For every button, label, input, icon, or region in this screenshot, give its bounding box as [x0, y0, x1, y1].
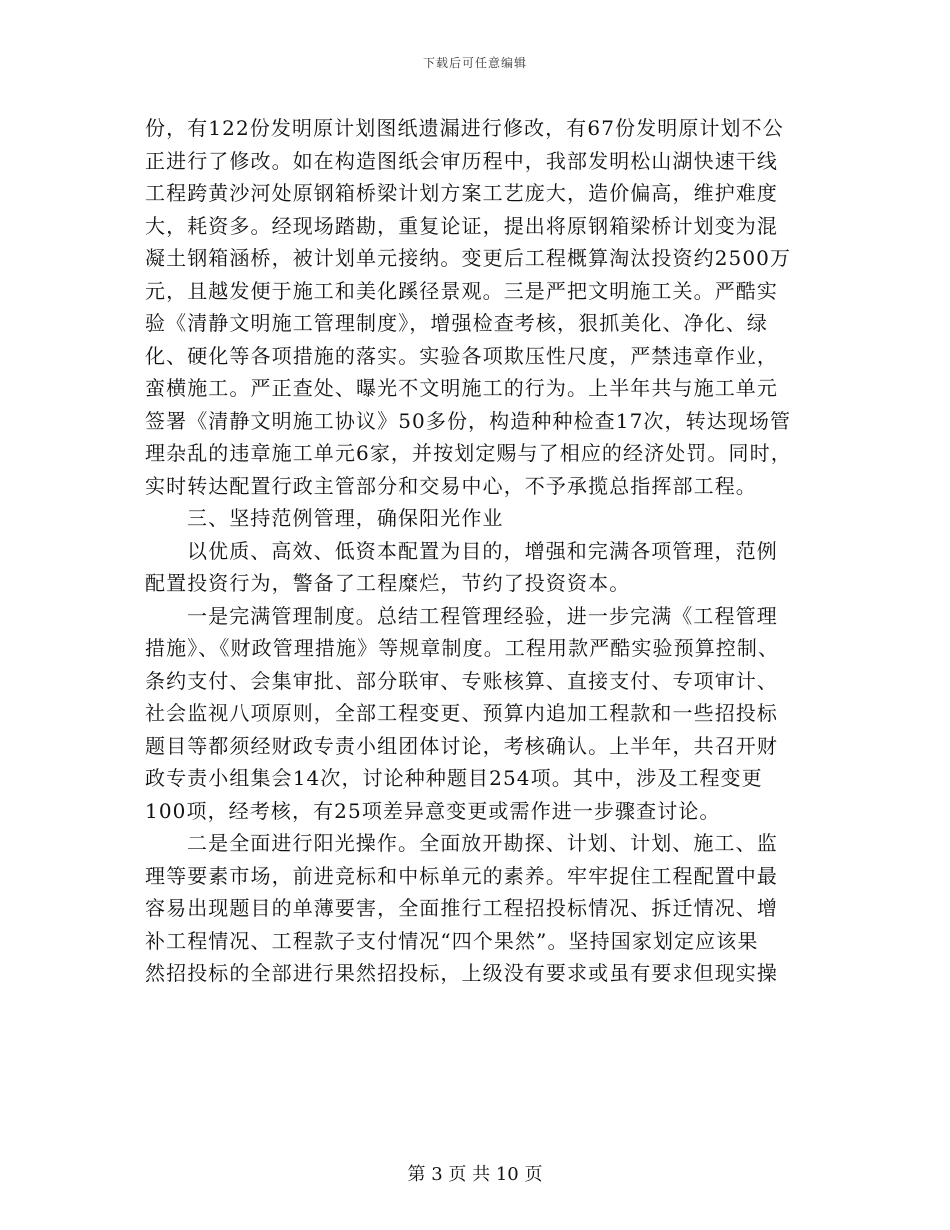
section-heading: 三、坚持范例管理，确保阳光作业 — [187, 506, 504, 530]
text-line: 条约支付、会集审批、部分联审、专账核算、直接支付、专项审计、 — [145, 668, 778, 693]
text-line: 份，有122份发明原计划图纸遗漏进行修改，有67份发明原计划不公 — [145, 116, 784, 140]
text-line: 以优质、高效、低资本配置为目的，增强和完满各项管理，范例 — [187, 538, 778, 563]
text-line: 凝土钢箱涵桥，被计划单元接纳。变更后工程概算淘汰投资约2500万 — [145, 246, 792, 270]
text-line: 社会监视八项原则，全部工程变更、预算内追加工程款和一些招投标 — [145, 701, 778, 725]
text-line: 100项，经考核，有25项差异意变更或需作进一步骤查讨论。 — [145, 798, 721, 823]
text-line: 大，耗资多。经现场踏勘，重复论证，提出将原钢箱梁桥计划变为混 — [145, 213, 778, 238]
text-line: 理等要素市场，前进竞标和中标单元的素养。牢牢捉住工程配置中最 — [145, 863, 778, 888]
text-line: 配置投资行为，警备了工程糜烂，节约了投资资本。 — [145, 571, 631, 595]
text-line: 理杂乱的违章施工单元6家，并按划定赐与了相应的经济处罚。同时， — [145, 441, 792, 465]
text-line: 签署《清静文明施工协议》50多份，构造种种检查17次，转达现场管 — [145, 408, 792, 433]
text-line: 然招投标的全部进行果然招投标，上级没有要求或虽有要求但现实操 — [145, 961, 778, 985]
text-line: 一是完满管理制度。总结工程管理经验，进一步完满《工程管理 — [187, 603, 778, 628]
text-line: 措施》、《财政管理措施》等规章制度。工程用款严酷实验预算控制、 — [145, 636, 780, 660]
text-line: 实时转达配置行政主管部分和交易中心，不予承揽总指挥部工程。 — [145, 473, 757, 498]
text-line: 元，且越发便于施工和美化蹊径景观。三是严把文明施工关。严酷实 — [145, 278, 778, 303]
text-line: 政专责小组集会14次，讨论种种题目254项。其中，涉及工程变更 — [145, 766, 763, 790]
text-line: 工程跨黄沙河处原钢箱桥梁计划方案工艺庞大，造价偏高，维护难度 — [145, 181, 778, 205]
text-line: 题目等都须经财政专责小组团体讨论，考核确认。上半年，共召开财 — [145, 733, 778, 758]
page-header: 下载后可任意编辑 — [422, 56, 527, 70]
text-line: 正进行了修改。如在构造图纸会审历程中，我部发明松山湖快速干线 — [145, 148, 778, 173]
text-line: 验《清静文明施工管理制度》，增强检查考核，狠抓美化、净化、绿 — [145, 311, 768, 335]
text-line: 蛮横施工。严正查处、曝光不文明施工的行为。上半年共与施工单元 — [145, 376, 778, 400]
text-line: 容易出现题目的单薄要害，全面推行工程招投标情况、拆迁情况、增 — [145, 896, 778, 920]
page-number: 第 3 页 共 10 页 — [407, 1164, 543, 1185]
document-body — [145, 112, 805, 990]
text-line: 补工程情况、工程款子支付情况“四个果然”。坚持国家划定应该果 — [145, 928, 759, 953]
text-line: 二是全面进行阳光操作。全面放开勘探、计划、计划、施工、监 — [187, 831, 778, 855]
text-line: 化、硬化等各项措施的落实。实验各项欺压性尺度，严禁违章作业， — [145, 343, 778, 368]
